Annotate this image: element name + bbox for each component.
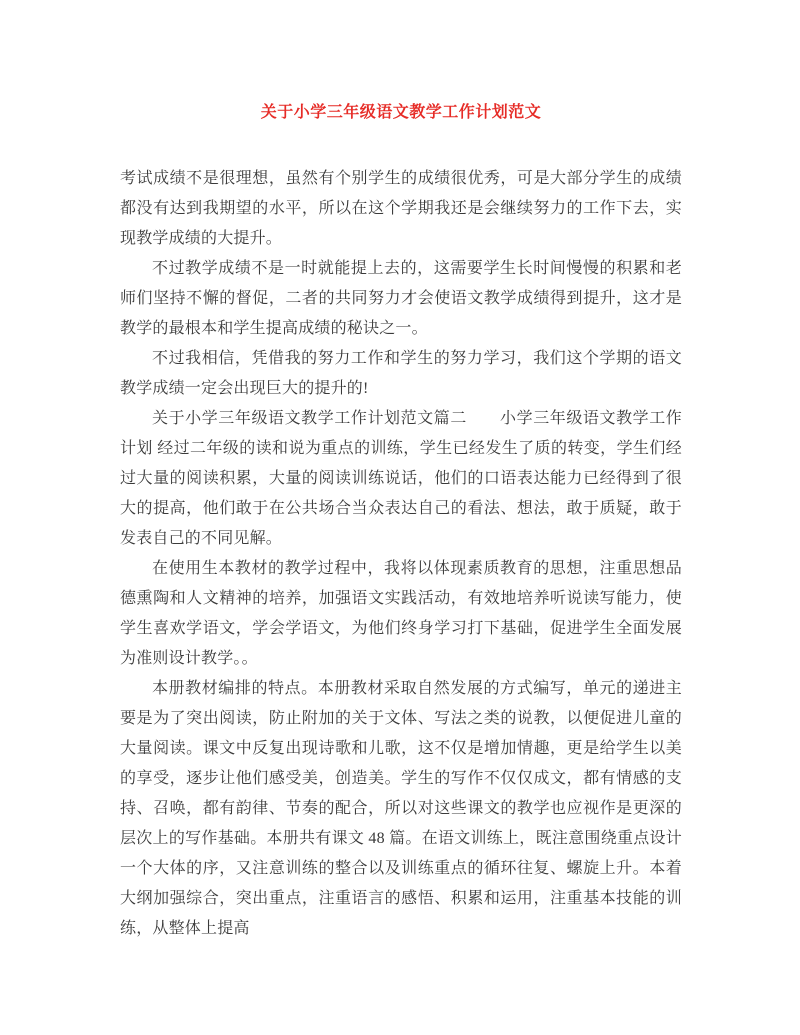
paragraph: 关于小学三年级语文教学工作计划范文篇二 小学三年级语文教学工作计划 经过二年级的读和说为重点的训练，学生已经发生了质的转变，学生们经过大量的阅读积累，大量的阅读训练说话，他们的口语表达能力已经得到了很大的提高，他们敢于在公共场合当众表达自己的看法、想法，敢于质疑，敢于发表自己的不同见解。 [120,410,682,547]
paragraph: 在使用生本教材的教学过程中，我将以体现素质教育的思想，注重思想品德熏陶和人文精神的培养，加强语文实践活动，有效地培养听说读写能力，使学生喜欢学语文，学会学语文，为他们终身学习打下基础，促进学生全面发展为准则设计教学。。 [120,560,682,667]
document-title: 关于小学三年级语文教学工作计划范文 [260,104,542,121]
paragraph: 不过我相信，凭借我的努力工作和学生的努力学习，我们这个学期的语文教学成绩一定会出现巨大的提升的! [120,350,682,397]
paragraph: 不过教学成绩不是一时就能提上去的，这需要学生长时间慢慢的积累和老师们坚持不懈的督促，二者的共同努力才会使语文教学成绩得到提升，这才是教学的最根本和学生提高成绩的秘诀之一。 [120,260,682,337]
paragraph: 本册教材编排的特点。本册教材采取自然发展的方式编写，单元的递进主要是为了突出阅读，防止附加的关于文体、写法之类的说教，以便促进儿童的大量阅读。课文中反复出现诗歌和儿歌，这不仅是增加情趣，更是给学生以美的享受，逐步让他们感受美，创造美。学生的写作不仅仅成文，都有情感的支持、召唤，都有韵律、节奏的配合，所以对这些课文的教学也应视作是更深的层次上的写作基础。本册共有课文 48 篇。在语文训练上，既注意围绕重点设计一个大体的序，又注意训练的整合以及训练重点的循环往复、螺旋上升。本着大纲加强综合，突出重点，注重语言的感悟、积累和运用，注重基本技能的训练，从整体上提高 [120,680,682,937]
paragraph: 考试成绩不是很理想，虽然有个别学生的成绩很优秀，可是大部分学生的成绩都没有达到我期望的水平，所以在这个学期我还是会继续努力的工作下去，实现教学成绩的大提升。 [120,170,682,247]
